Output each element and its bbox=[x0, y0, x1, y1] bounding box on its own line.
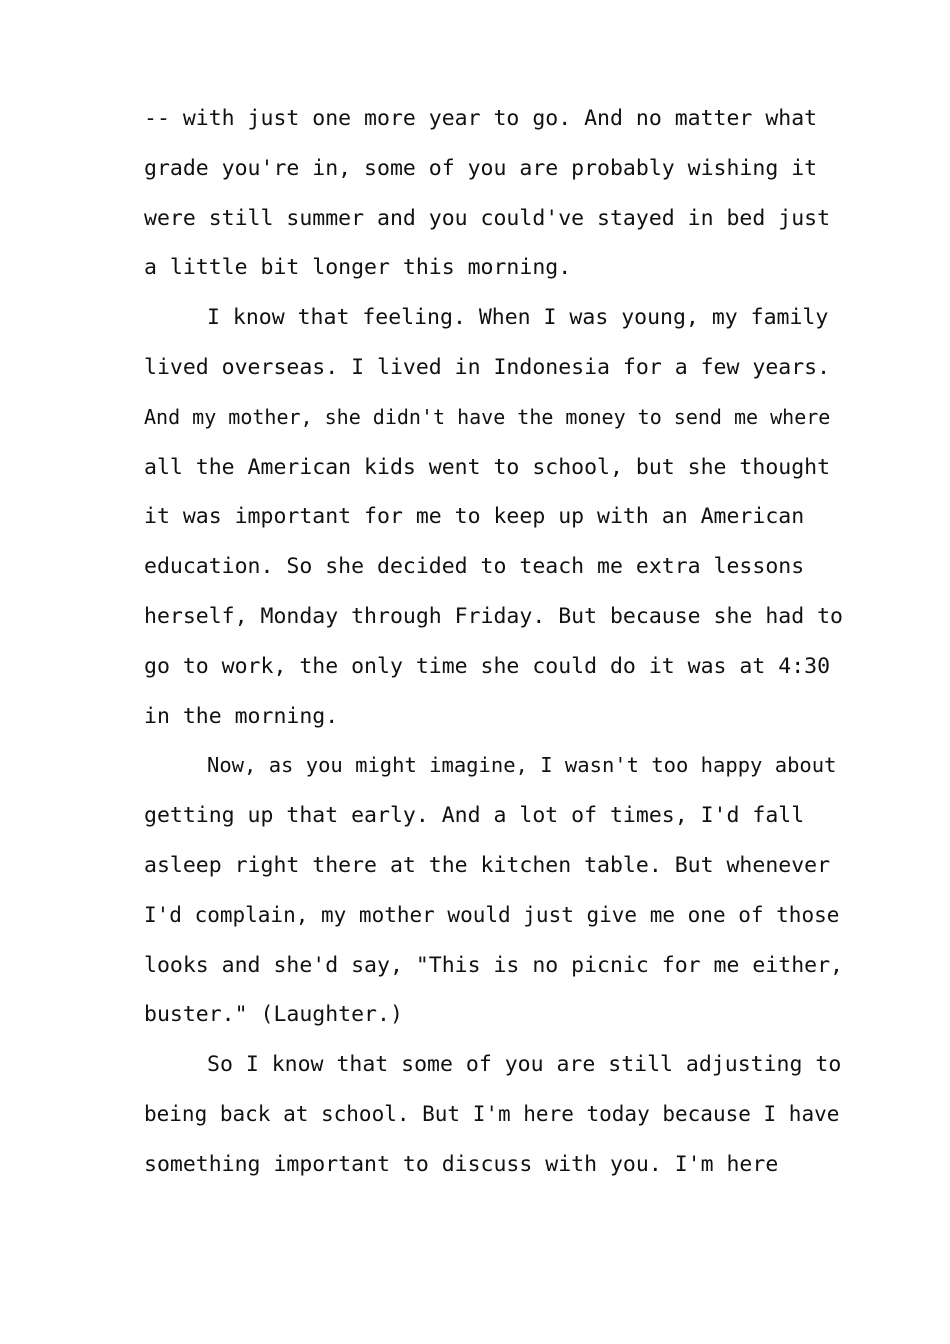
paragraph-first-line: So I know that some of you are still adjusting to bbox=[207, 1052, 842, 1078]
text-line: something important to discuss with you. I'm here bbox=[144, 1151, 779, 1177]
text-line: And my mother, she didn't have the money to send me where bbox=[144, 404, 831, 429]
text-line: it was important for me to keep up with an American bbox=[144, 504, 805, 530]
text-line: a little bit longer this morning. bbox=[144, 255, 572, 281]
text-line: I'd complain, my mother would just give me one of those bbox=[144, 902, 840, 927]
text-line: buster." (Laughter.) bbox=[144, 1002, 403, 1028]
text-line: asleep right there at the kitchen table. But whenever bbox=[144, 852, 831, 878]
text-line: -- with just one more year to go. And no matter what bbox=[144, 106, 818, 131]
text-line: go to work, the only time she could do it was at 4:30 bbox=[144, 653, 831, 679]
text-line: getting up that early. And a lot of times, I'd fall bbox=[144, 803, 805, 829]
speech-text bbox=[144, 94, 844, 1190]
text-line: looks and she'd say, "This is no picnic for me either, bbox=[144, 952, 843, 978]
text-line: in the morning. bbox=[144, 703, 339, 729]
text-line: being back at school. But I'm here today because I have bbox=[144, 1101, 840, 1126]
text-line: lived overseas. I lived in Indonesia for a few years. bbox=[144, 354, 831, 380]
paragraph-first-line: I know that feeling. When I was young, my family bbox=[207, 305, 829, 331]
paragraph-first-line: Now, as you might imagine, I wasn't too happy about bbox=[207, 753, 837, 778]
text-line: herself, Monday through Friday. But because she had to bbox=[144, 603, 843, 629]
text-line: were still summer and you could've stayed in bed just bbox=[144, 205, 831, 231]
text-line: all the American kids went to school, but she thought bbox=[144, 454, 831, 480]
text-line: grade you're in, some of you are probably wishing it bbox=[144, 155, 818, 181]
text-line: education. So she decided to teach me extra lessons bbox=[144, 554, 805, 580]
